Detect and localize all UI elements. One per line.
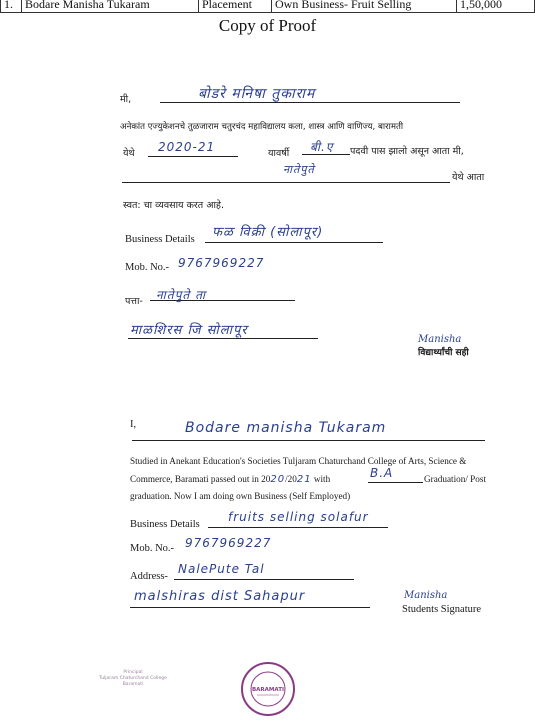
english-line1-prefix: I,: [130, 419, 137, 430]
marathi-business-label: Business Details: [125, 234, 195, 245]
english-address-underline-2: [130, 607, 370, 608]
english-line3-b: /20: [285, 474, 297, 484]
english-business-label: Business Details: [130, 519, 200, 530]
marathi-name-handwritten: बोडरे मनिषा तुकाराम: [198, 86, 316, 102]
english-line3-d: Graduation/ Post: [424, 474, 487, 484]
english-year-b: 21: [296, 474, 312, 485]
marathi-address-label: पत्ता-: [125, 296, 143, 307]
marathi-degree-handwritten: बी.ए: [310, 140, 334, 154]
page-heading: Copy of Proof: [218, 16, 317, 35]
marathi-year-underline: [148, 156, 238, 157]
svg-text:BARAMATI: BARAMATI: [251, 687, 285, 693]
marathi-line1-prefix: मी,: [120, 94, 132, 105]
marathi-address-handwritten-2: माळशिरस जि सोलापूर: [130, 323, 248, 338]
marathi-address-handwritten-1: नातेपुते ता: [156, 288, 207, 302]
marathi-place-handwritten: नातेपुते: [283, 163, 315, 176]
english-name-handwritten: Bodare manisha Tukaram: [185, 420, 387, 436]
table-cell-amount: 1,50,000: [457, 0, 535, 13]
english-line3-c: with: [311, 474, 331, 484]
marathi-mob-handwritten: 9767969227: [178, 256, 265, 270]
results-table-fragment: [0, 0, 535, 13]
english-mob-label: Mob. No.-: [130, 543, 175, 554]
english-mob-handwritten: 9767969227: [185, 536, 272, 550]
marathi-business-underline: [205, 242, 383, 243]
marathi-signature-scribble: Manisha: [418, 334, 462, 345]
marathi-business-handwritten: फळ विक्री (सोलापूर): [212, 225, 324, 240]
english-address-underline-1: [174, 579, 354, 580]
principal-stamp-text: Principal Tuljaram Chaturchand College Baramati: [99, 670, 167, 687]
english-degree-handwritten: B.A: [370, 466, 394, 480]
marathi-line5: स्वत: चा व्यवसाय करत आहे.: [123, 200, 224, 211]
english-signature-scribble: Manisha: [404, 590, 448, 601]
english-line4: graduation. Now I am doing own Business (Self Employed): [130, 491, 351, 501]
table-cell-sr: 1.: [1, 0, 22, 13]
english-address-handwritten-1: NalePute Tal: [178, 562, 265, 576]
english-address-handwritten-2: malshiras dist Sahapur: [134, 589, 306, 604]
marathi-line3-c: पदवी पास झालो असून आता मी,: [350, 146, 464, 157]
table-row: [1, 0, 535, 13]
english-line3: [130, 474, 330, 485]
marathi-mob-label: Mob. No.-: [125, 262, 170, 273]
marathi-line3-a: येथे: [123, 148, 135, 159]
marathi-place-underline: [122, 182, 450, 183]
principal-stamp: [96, 664, 170, 704]
english-year-a: 20: [270, 474, 286, 485]
english-signature-label: Students Signature: [402, 604, 482, 615]
marathi-line3-b: यावर्षी: [268, 148, 290, 159]
college-seal-icon: [243, 664, 293, 714]
marathi-year-handwritten: 2020-21: [158, 140, 216, 154]
table-cell-name: Bodare Manisha Tukaram: [22, 0, 199, 13]
marathi-line2: अनेकांत एज्युकेशनचे तुळजाराम चतुरचंद महाविद्यालय कला, शास्त्र आणि वाणिज्य, बारामती: [120, 122, 404, 132]
college-seal: [241, 662, 295, 716]
english-line3-a: Commerce, Baramati passed out in 20: [130, 474, 271, 484]
marathi-line4-end: येथे आता: [452, 172, 485, 183]
english-business-underline: [208, 527, 388, 528]
english-business-handwritten: fruits selling solafur: [228, 510, 369, 524]
english-degree-underline: [368, 482, 423, 483]
marathi-address-underline-2: [128, 338, 318, 339]
table-cell-detail: Own Business- Fruit Selling: [272, 0, 457, 13]
english-line2: Studied in Anekant Education's Societies Tuljaram Chaturchand College of Arts, Science &: [130, 456, 467, 466]
table-cell-type: Placement: [199, 0, 272, 13]
marathi-signature-label: विद्यार्थ्यांची सही: [418, 348, 469, 358]
english-address-label: Address-: [130, 571, 168, 582]
english-name-underline: [132, 440, 485, 441]
